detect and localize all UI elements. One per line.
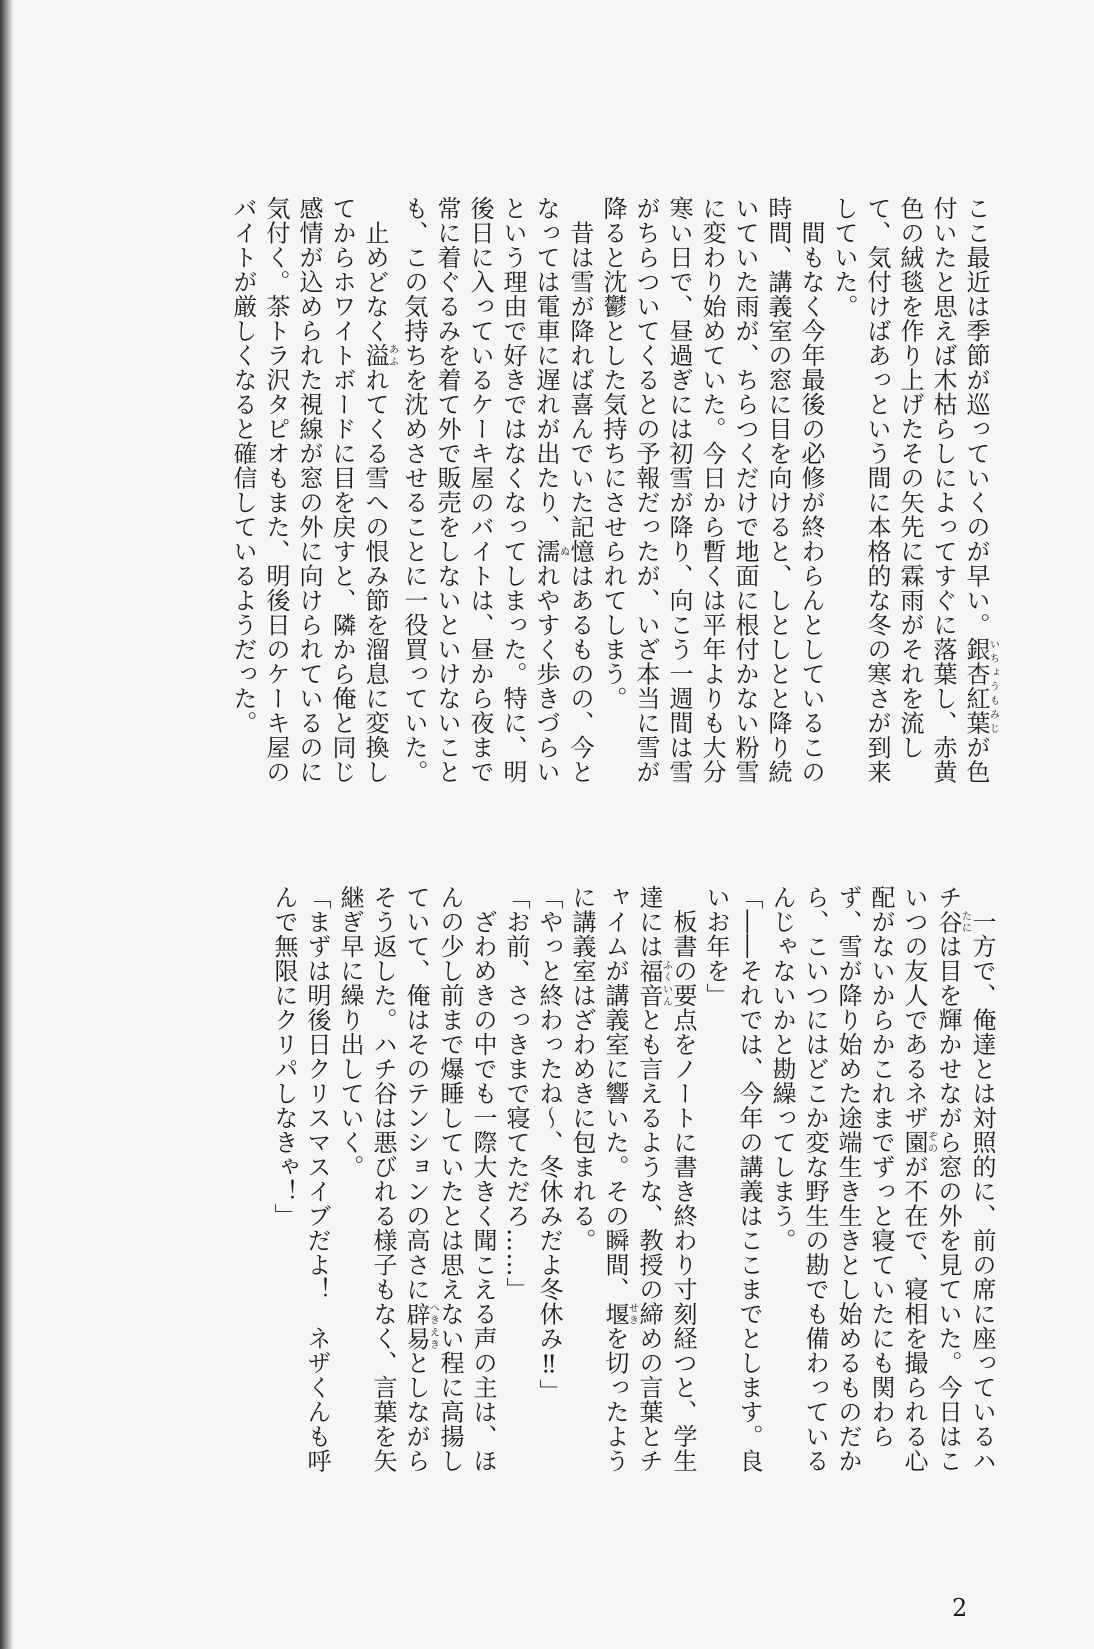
- page-number: 2: [952, 1594, 968, 1622]
- ruby-word: [361, 343, 398, 368]
- ruby-reading: へきえき: [427, 1301, 439, 1351]
- paragraph: [596, 196, 827, 808]
- paragraph: [226, 196, 397, 808]
- paragraph-text: は目を輝かせながら窓の外を見ていた。今日はこいつの友人であるネザ: [900, 885, 962, 1473]
- ruby-reading: いちょうもみじ: [987, 637, 999, 735]
- paragraph-text: 昔は雪が降れば喜んでいた記憶はあるものの、今となっては電車に遅れが出たり、: [532, 196, 594, 784]
- ruby-reading: ふくいん: [660, 958, 672, 1008]
- ruby-base: 谷: [934, 909, 962, 934]
- paragraph-text: 一方で、俺達とは対照的に、前の席に座っているハチ: [934, 885, 996, 1473]
- ruby-word: [900, 1130, 937, 1155]
- paragraph: [565, 885, 699, 1485]
- ruby-base: 堰: [601, 1301, 629, 1326]
- book-binding-shadow: [0, 0, 14, 1649]
- ruby-word: [601, 1301, 638, 1327]
- ruby-base: 辟易: [402, 1301, 430, 1351]
- paragraph-text: を切ったように講義室はざわめきに包まれる。: [568, 885, 629, 1473]
- ruby-reading: ぬ: [557, 539, 569, 564]
- ruby-word: [532, 539, 569, 564]
- ruby-base: 銀杏紅葉: [962, 637, 990, 735]
- ruby-reading: ぞの: [925, 1130, 937, 1155]
- ruby-word: [402, 1301, 439, 1351]
- paragraph-text: 止めどなく: [361, 196, 389, 343]
- paragraph-text: 板書の要点をノートに書き終わり寸刻経つと、学生達には: [635, 885, 697, 1473]
- ruby-reading: あふ: [386, 343, 398, 368]
- paragraph: [397, 196, 596, 808]
- ruby-base: 溢: [361, 343, 389, 368]
- ruby-reading: せき: [626, 1301, 638, 1326]
- paragraph-text: ここ最近は季節が巡っていくのが早い。: [962, 196, 990, 637]
- paragraph-text: とも言えるような、教授の締めの言葉とチャイムが講義室に響いた。その瞬間、: [601, 885, 663, 1473]
- paragraph: [267, 885, 333, 1485]
- ruby-base: 濡: [532, 539, 560, 564]
- paragraph-text: 間もなく今年最後の必修が終わらんとしているこの時間、講義室の窓に目を向けると、しとしとと降り続いていた雨が、ちらつくだけで地面に根付かない粉雪に変わり始めていた。今日から暫くは平年よりも大分寒い日で、昼過ぎには初雪が降り、向こう一週間は雪がちらついてくるとの予報だったが、いざ本当に雪が降ると沈鬱とした気持ちにさせられてしまう。: [599, 196, 825, 784]
- upper-text-block: [226, 196, 998, 808]
- paragraph: [827, 196, 998, 808]
- paragraph: [532, 885, 565, 1485]
- lower-text-block: [267, 885, 998, 1485]
- paragraph: [333, 885, 499, 1485]
- ruby-word: [962, 637, 999, 735]
- paragraph-text: が不在で、寝相を撮られる心配がないからかこれまでずっと寝ていたにも関わらず、雪が降り始めた途端生き生きとし始めるものだから、こいつにはどこか変な野生の勘でも備わっているんじゃないかと勘繰ってしまう。: [768, 885, 928, 1473]
- paragraph: [499, 885, 532, 1485]
- paragraph-text: 「お前、さっきまで寝てただろ……」: [502, 885, 530, 1302]
- paragraph-text: ざわめきの中でも一際大きく聞こえる声の主は、ほんの少し前まで爆睡していたとは思えない程に高揚していて、俺はそのテンションの高さに: [402, 885, 497, 1473]
- paragraph-text: 「やっと終わったね〜、冬休みだよ冬休み‼」: [535, 885, 563, 1404]
- paragraph-text: が色付いたと思えば木枯らしによってすぐに落葉し、赤黄色の絨毯を作り上げたその矢先に霖雨がそれを流して、気付けばあっという間に本格的な冬の寒さが到来していた。: [830, 196, 990, 784]
- paragraph: [699, 885, 765, 1485]
- ruby-word: [934, 909, 971, 935]
- paragraph-text: れやすく歩きづらいという理由で好きではなくなってしまった。特に、明後日に入っているケーキ屋のバイトは、昼から夜まで常に着ぐるみを着て外で販売をしないといけないことも、この気持ちを沈めさせることに一役買っていた。: [400, 196, 560, 784]
- paragraph-text: としながらそう返した。ハチ谷は悪びれる様子もなく、言葉を矢継ぎ早に繰り出していく。: [336, 885, 430, 1473]
- ruby-word: [635, 958, 672, 1008]
- ruby-base: 園: [900, 1130, 928, 1155]
- ruby-base: 福音: [635, 958, 663, 1008]
- paragraph-text: 「――それでは、今年の講義はここまでとします。良いお年を」: [702, 885, 763, 1473]
- paragraph-text: れてくる雪への恨み節を溜息に変換してからホワイトボードに目を戻すと、隣から俺と同じ感情が込められた視線が窓の外に向けられているのに気付く。茶トラ沢タピオもまた、明後日のケーキ屋のバイトが厳しくなると確信しているようだった。: [229, 196, 389, 784]
- ruby-reading: たに: [959, 909, 971, 934]
- paragraph: [765, 885, 998, 1485]
- paragraph-text: 「まずは明後日クリスマスイブだよ！ ネザくんも呼んで無限にクリパしなきゃ！」: [270, 885, 331, 1473]
